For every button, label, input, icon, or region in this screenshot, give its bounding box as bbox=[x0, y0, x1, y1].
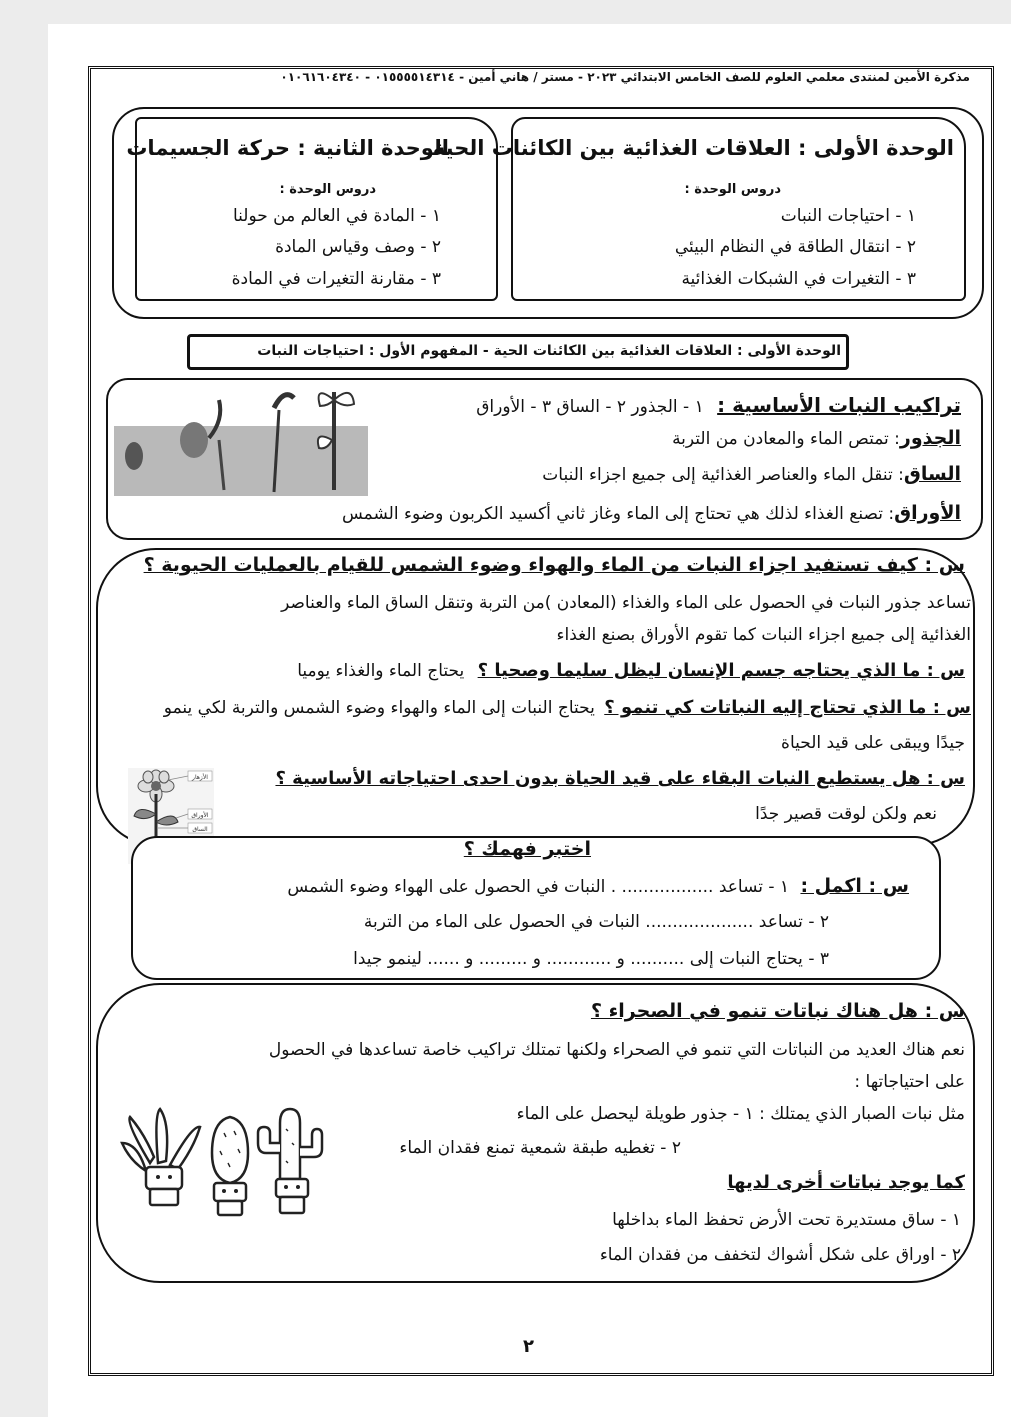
other-plants-title: كما يوجد نباتات أخرى لديها bbox=[727, 1172, 965, 1193]
unit2-lesson-1: ١ - المادة في العالم من حولنا bbox=[233, 206, 441, 226]
structures-title: تراكيب النبات الأساسية : bbox=[717, 393, 961, 417]
unit1-lesson-2: ٢ - انتقال الطاقة في النظام البيئي bbox=[674, 237, 916, 257]
quiz-line-1: ١ - تساعد ................. . النبات في الحصول على الهواء وضوء الشمس bbox=[287, 877, 790, 897]
quiz-line-2: ٢ - تساعد .................... النبات في الحصول على الماء من التربة bbox=[363, 912, 829, 932]
question-2: س : ما الذي يحتاجه جسم الإنسان ليظل سليما وصحيا ؟ bbox=[477, 660, 965, 681]
answer-1-line-2: الغذائية إلى جميع اجزاء النبات كما تقوم الأوراق بصنع الغذاء bbox=[556, 625, 971, 645]
unit2-lesson-2: ٢ - وصف وقياس المادة bbox=[275, 237, 441, 257]
answer-1-line-1: تساعد جذور النبات في الحصول على الماء والغذاء (المعادن )من التربة وتنقل الساق الماء والعناصر bbox=[281, 593, 971, 613]
qa-row-2 bbox=[297, 660, 965, 682]
roots-row bbox=[672, 427, 961, 450]
answer-2: يحتاج الماء والغذاء يوميا bbox=[297, 661, 465, 681]
stem-label: الساق bbox=[903, 463, 961, 485]
page-header: مذكرة الأمين لمنتدى معلمي العلوم للصف الخامس الابتدائي ٢٠٢٣ - مستر / هاني أمين - ٠١٥٥٥٥١٤٣١٤ - ٠١٠٦١٦٠٤٣٤٠ bbox=[280, 70, 970, 84]
desert-answer-line-2: على احتياجاتها : bbox=[854, 1072, 965, 1092]
unit2-lessons-label: دروس الوحدة : bbox=[279, 182, 376, 197]
desert-question: س : هل هناك نباتات تنمو في الصحراء ؟ bbox=[590, 1000, 965, 1022]
desert-answer-line-1: نعم هناك العديد من النباتات التي تنمو في الصحراء ولكنها تمتلك تراكيب خاصة تساعدها في الحصول bbox=[268, 1040, 965, 1060]
quiz-line-3: ٣ - يحتاج النبات إلى .......... و ............ و ......... و ...... لينمو جيدا bbox=[353, 949, 829, 969]
stem-label-diagram: الساق bbox=[192, 826, 208, 833]
question-3: س : ما الذي تحتاج إليه النباتات كي تنمو ؟ bbox=[604, 697, 971, 718]
stem-row bbox=[542, 463, 961, 486]
leaves-text: : تصنع الغذاء لذلك هي تحتاج إلى الماء وغاز ثاني أكسيد الكربون وضوء الشمس bbox=[342, 504, 895, 524]
cactus-pots-image bbox=[120, 1103, 328, 1223]
page-number: ٢ bbox=[523, 1336, 534, 1357]
answer-3-line-1: يحتاج النبات إلى الماء والهواء وضوء الشمس والتربة لكي ينمو bbox=[163, 698, 595, 718]
cactus-line-2: ٢ - تغطيه طبقة شمعية تمنع فقدان الماء bbox=[399, 1138, 681, 1158]
stem-text: : تنقل الماء والعناصر الغذائية إلى جميع اجزاء النبات bbox=[542, 465, 904, 485]
unit1-lessons-label: دروس الوحدة : bbox=[684, 182, 781, 197]
concept-banner-text: الوحدة الأولى : العلاقات الغذائية بين الكائنات الحية - المفهوم الأول : احتياجات النبات bbox=[257, 343, 841, 359]
quiz-title: اختبر فهمك ؟ bbox=[463, 838, 591, 860]
roots-text: : تمتص الماء والمعادن من التربة bbox=[672, 429, 900, 449]
unit1-title: الوحدة الأولى : العلاقات الغذائية بين الكائنات الحية bbox=[432, 136, 954, 160]
structures-parts: ١ - الجذور ٢ - الساق ٣ - الأوراق bbox=[476, 397, 704, 417]
unit1-lesson-3: ٣ - التغيرات في الشبكات الغذائية bbox=[681, 269, 916, 289]
flower-label: الأزهار bbox=[192, 774, 208, 781]
quiz-label: س : اكمل : bbox=[800, 875, 909, 897]
leaves-label: الأوراق bbox=[894, 502, 961, 524]
unit2-lesson-3: ٣ - مقارنة التغيرات في المادة bbox=[231, 269, 441, 289]
unit1-lesson-1: ١ - احتياجات النبات bbox=[780, 206, 916, 226]
question-4: س : هل يستطيع النبات البقاء على قيد الحياة بدون احدى احتياجاته الأساسية ؟ bbox=[275, 768, 965, 789]
answer-3-line-2: جيدًا ويبقى على قيد الحياة bbox=[781, 733, 965, 753]
qa-row-3 bbox=[164, 697, 971, 719]
unit2-title: الوحدة الثانية : حركة الجسيمات bbox=[126, 136, 449, 160]
seedling-stages-image bbox=[114, 380, 368, 496]
leaf-label: الأوراق bbox=[191, 812, 209, 819]
structures-title-row bbox=[476, 393, 961, 417]
cactus-line-1: مثل نبات الصبار الذي يمتلك : ١ - جذور طويلة ليحصل على الماء bbox=[516, 1104, 965, 1124]
question-1: س : كيف تستفيد اجزاء النبات من الماء والهواء وضوء الشمس للقيام بالعمليات الحيوية ؟ bbox=[143, 554, 965, 576]
other-plants-line-2: ٢ - اوراق على شكل أشواك لتخفف من فقدان الماء bbox=[599, 1245, 961, 1265]
other-plants-line-1: ١ - ساق مستديرة تحت الأرض تحفظ الماء بداخلها bbox=[612, 1210, 961, 1230]
answer-4: نعم ولكن لوقت قصير جدًا bbox=[755, 804, 937, 824]
roots-label: الجذور bbox=[899, 427, 961, 449]
leaves-row bbox=[342, 502, 961, 525]
quiz-row-1 bbox=[287, 875, 909, 898]
